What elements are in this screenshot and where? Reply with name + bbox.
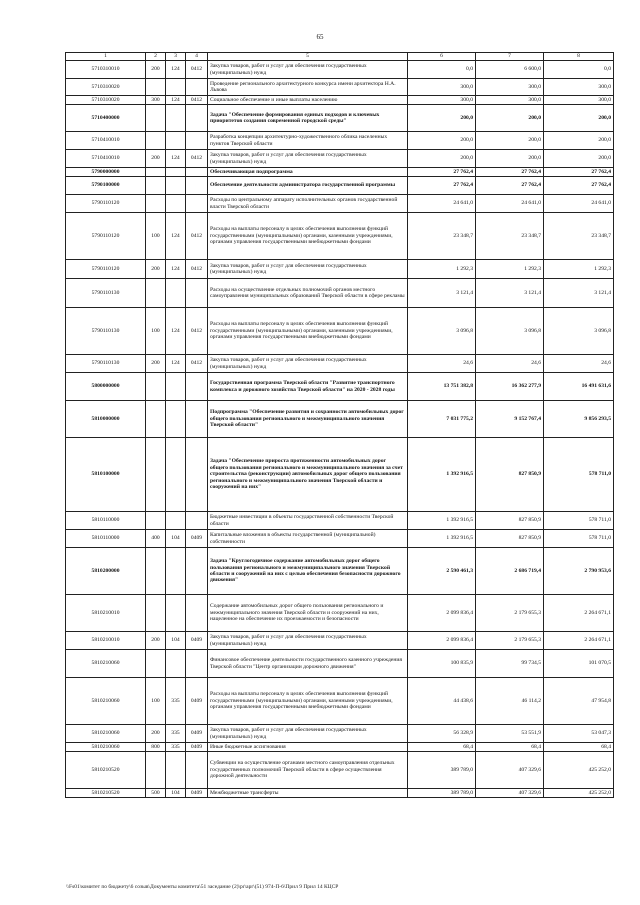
cell-value-year3: 9 856 293,5 [544, 401, 614, 438]
cell-value-year2: 24 641,0 [476, 195, 544, 213]
table-row [66, 512, 614, 530]
cell-value-year2: 2 686 719,4 [476, 548, 544, 595]
cell-department [166, 438, 186, 512]
cell-value-year3: 47 954,8 [544, 678, 614, 725]
cell-description: Обеспечение деятельности администратора государственной программы [208, 177, 408, 195]
cell-department [166, 401, 186, 438]
table-row [66, 177, 614, 195]
table-row [66, 150, 614, 168]
cell-description: Финансовое обеспечение деятельности государственного казенного учреждения Тверской области "Центр организации дорожного движения" [208, 650, 408, 678]
budget-table [65, 52, 614, 798]
cell-value-year1: 3 121,4 [408, 279, 476, 308]
cell-value-year3: 24,6 [544, 355, 614, 373]
cell-description: Иные бюджетные ассигнования [208, 743, 408, 752]
table-row [66, 61, 614, 79]
cell-code: 5790110130 [66, 355, 146, 373]
table-row [66, 752, 614, 789]
cell-department: 104 [166, 789, 186, 798]
cell-value-year2: 3 121,4 [476, 279, 544, 308]
cell-section: 0409 [186, 725, 208, 743]
cell-description: Закупка товаров, работ и услуг для обеспечения государственных (муниципальных) нужд [208, 725, 408, 743]
cell-value-year2: 2 179 655,3 [476, 595, 544, 632]
cell-value-year1: 200,0 [408, 132, 476, 150]
cell-expense-type [146, 650, 166, 678]
cell-value-year2: 827 850,9 [476, 530, 544, 548]
cell-value-year1: 2 099 836,4 [408, 595, 476, 632]
cell-code: 5810210060 [66, 678, 146, 725]
cell-value-year2: 24,6 [476, 355, 544, 373]
cell-department [166, 132, 186, 150]
cell-description: Подпрограмма "Обеспечение развития и сохранности автомобильных дорог общего пользования регионального и межмуниципального значения Тверской области" [208, 401, 408, 438]
cell-expense-type [146, 595, 166, 632]
cell-value-year1: 24 641,0 [408, 195, 476, 213]
cell-value-year2: 6 600,0 [476, 61, 544, 79]
cell-expense-type [146, 132, 166, 150]
column-number: 2 [146, 53, 166, 61]
cell-value-year1: 389 789,0 [408, 789, 476, 798]
cell-value-year1: 24,6 [408, 355, 476, 373]
cell-description: Обеспечивающая подпрограмма [208, 168, 408, 177]
table-row [66, 678, 614, 725]
cell-value-year2: 16 362 277,9 [476, 373, 544, 401]
cell-section [186, 438, 208, 512]
cell-value-year2: 23 348,7 [476, 213, 544, 260]
cell-value-year3: 2 264 671,1 [544, 595, 614, 632]
cell-section [186, 79, 208, 96]
cell-value-year1: 0,0 [408, 61, 476, 79]
cell-expense-type [146, 512, 166, 530]
cell-value-year3: 578 711,0 [544, 438, 614, 512]
cell-value-year2: 407 329,6 [476, 789, 544, 798]
cell-department [166, 105, 186, 132]
cell-description: Субвенции на осуществление органами местного самоуправления отдельных государственных полномочий Тверской области в сфере осуществления дорожной деятельности [208, 752, 408, 789]
page-number: 65 [316, 33, 324, 41]
cell-code: 5710400000 [66, 105, 146, 132]
cell-description: Проведение регионального архитектурного конкурса имени архитектора Н.А. Львова [208, 79, 408, 96]
cell-value-year1: 2 590 461,3 [408, 548, 476, 595]
cell-value-year1: 1 292,3 [408, 260, 476, 279]
table-row [66, 725, 614, 743]
cell-value-year3: 27 762,4 [544, 168, 614, 177]
table-row [66, 743, 614, 752]
cell-value-year2: 200,0 [476, 105, 544, 132]
table-row [66, 168, 614, 177]
cell-section [186, 595, 208, 632]
cell-value-year1: 3 096,8 [408, 308, 476, 355]
cell-expense-type: 200 [146, 355, 166, 373]
cell-department [166, 79, 186, 96]
cell-section: 0409 [186, 632, 208, 650]
cell-section [186, 279, 208, 308]
table-row [66, 632, 614, 650]
table-row [66, 308, 614, 355]
cell-value-year3: 425 252,0 [544, 789, 614, 798]
cell-value-year3: 2 264 671,1 [544, 632, 614, 650]
cell-expense-type: 100 [146, 678, 166, 725]
cell-department: 124 [166, 150, 186, 168]
cell-code: 5810200000 [66, 548, 146, 595]
cell-description: Расходы на выплаты персоналу в целях обеспечения выполнения функций государственными (муниципальными) органами, казенными учреждениями, органами управления государственными внебюджетными фондами [208, 213, 408, 260]
cell-expense-type: 200 [146, 61, 166, 79]
cell-code: 5810100000 [66, 438, 146, 512]
column-number: 6 [408, 53, 476, 61]
cell-section: 0409 [186, 743, 208, 752]
cell-section: 0412 [186, 96, 208, 105]
cell-code: 5790100000 [66, 177, 146, 195]
cell-section [186, 650, 208, 678]
table-row [66, 79, 614, 96]
cell-expense-type [146, 752, 166, 789]
cell-value-year3: 27 762,4 [544, 177, 614, 195]
cell-expense-type: 300 [146, 96, 166, 105]
cell-description: Капитальные вложения в объекты государственной (муниципальной) собственности [208, 530, 408, 548]
cell-code: 5790110130 [66, 279, 146, 308]
cell-value-year3: 200,0 [544, 105, 614, 132]
cell-description: Расходы на осуществление отдельных полномочий органов местного самоуправления муниципальных образований Тверской области в сфере рекламы [208, 279, 408, 308]
cell-expense-type: 400 [146, 530, 166, 548]
column-number: 4 [186, 53, 208, 61]
table-row [66, 105, 614, 132]
cell-department [166, 752, 186, 789]
cell-department [166, 595, 186, 632]
cell-department [166, 512, 186, 530]
table-row [66, 96, 614, 105]
table-row [66, 195, 614, 213]
cell-department: 104 [166, 530, 186, 548]
cell-value-year3: 0,0 [544, 61, 614, 79]
file-path-footer: \\Fs01\комитет по бюджету\6 созыв\Документы комитета\51 заседание (2)\pr\apr\(51) 974-П-6\Прил 9 Прил 14 КЦСР [66, 884, 339, 890]
table-row [66, 789, 614, 798]
cell-section: 0409 [186, 789, 208, 798]
column-number: 8 [544, 53, 614, 61]
cell-department [166, 548, 186, 595]
cell-department: 335 [166, 678, 186, 725]
table-row [66, 401, 614, 438]
cell-department: 124 [166, 308, 186, 355]
cell-section [186, 512, 208, 530]
cell-value-year2: 53 551,9 [476, 725, 544, 743]
cell-value-year2: 827 850,9 [476, 438, 544, 512]
cell-description: Задача "Обеспечение формирования единых подходов и ключевых приоритетов создания современной городской среды" [208, 105, 408, 132]
cell-department: 335 [166, 743, 186, 752]
cell-value-year3: 53 047,3 [544, 725, 614, 743]
cell-section: 0412 [186, 355, 208, 373]
cell-value-year3: 300,0 [544, 79, 614, 96]
cell-value-year3: 578 711,0 [544, 512, 614, 530]
cell-value-year2: 27 762,4 [476, 177, 544, 195]
cell-section: 0412 [186, 150, 208, 168]
cell-value-year2: 2 179 655,3 [476, 632, 544, 650]
cell-code: 5710310010 [66, 61, 146, 79]
cell-description: Закупка товаров, работ и услуг для обеспечения государственных (муниципальных) нужд [208, 355, 408, 373]
cell-value-year2: 27 762,4 [476, 168, 544, 177]
cell-expense-type [146, 195, 166, 213]
cell-value-year2: 300,0 [476, 79, 544, 96]
cell-value-year3: 68,4 [544, 743, 614, 752]
cell-value-year3: 200,0 [544, 150, 614, 168]
cell-code: 5800000000 [66, 373, 146, 401]
cell-code: 5810210060 [66, 743, 146, 752]
column-number-header [66, 53, 614, 61]
table-row [66, 213, 614, 260]
cell-expense-type [146, 548, 166, 595]
cell-section [186, 177, 208, 195]
cell-code: 5710310020 [66, 96, 146, 105]
cell-department [166, 195, 186, 213]
cell-description: Закупка товаров, работ и услуг для обеспечения государственных (муниципальных) нужд [208, 260, 408, 279]
cell-section: 0412 [186, 61, 208, 79]
cell-value-year2: 46 114,2 [476, 678, 544, 725]
cell-description: Закупка товаров, работ и услуг для обеспечения государственных (муниципальных) нужд [208, 150, 408, 168]
cell-description: Расходы по центральному аппарату исполнительных органов государственной власти Тверской области [208, 195, 408, 213]
cell-code: 5710410010 [66, 132, 146, 150]
cell-value-year1: 44 438,6 [408, 678, 476, 725]
cell-value-year3: 1 292,3 [544, 260, 614, 279]
cell-code: 5790110120 [66, 260, 146, 279]
cell-expense-type [146, 438, 166, 512]
cell-section: 0412 [186, 213, 208, 260]
cell-expense-type: 200 [146, 260, 166, 279]
cell-description: Государственная программа Тверской области "Развитие транспортного комплекса и дорожного хозяйства Тверской области" на 2020 - 2028 годы [208, 373, 408, 401]
cell-code: 5810210010 [66, 632, 146, 650]
cell-department: 104 [166, 632, 186, 650]
cell-department [166, 177, 186, 195]
cell-description: Задача "Круглогодичное содержание автомобильных дорог общего пользования регионального и межмуниципального значения Тверской области и сооружений на них с целью обеспечения безопасности дорожного движения" [208, 548, 408, 595]
cell-value-year3: 3 121,4 [544, 279, 614, 308]
cell-expense-type [146, 105, 166, 132]
table-row [66, 355, 614, 373]
cell-department: 124 [166, 213, 186, 260]
cell-department: 124 [166, 96, 186, 105]
table-row [66, 373, 614, 401]
cell-value-year1: 7 031 775,2 [408, 401, 476, 438]
cell-value-year2: 1 292,3 [476, 260, 544, 279]
column-number: 3 [166, 53, 186, 61]
cell-code: 5710410010 [66, 150, 146, 168]
cell-value-year3: 578 711,0 [544, 530, 614, 548]
table-row [66, 650, 614, 678]
cell-department: 124 [166, 260, 186, 279]
cell-section: 0409 [186, 530, 208, 548]
cell-value-year2: 300,0 [476, 96, 544, 105]
cell-expense-type [146, 79, 166, 96]
cell-value-year1: 23 348,7 [408, 213, 476, 260]
cell-section: 0412 [186, 260, 208, 279]
cell-value-year1: 68,4 [408, 743, 476, 752]
cell-code: 5710310020 [66, 79, 146, 96]
cell-value-year1: 56 328,9 [408, 725, 476, 743]
cell-value-year2: 200,0 [476, 132, 544, 150]
cell-value-year1: 200,0 [408, 105, 476, 132]
cell-value-year2: 200,0 [476, 150, 544, 168]
column-number: 7 [476, 53, 544, 61]
cell-expense-type: 100 [146, 308, 166, 355]
cell-code: 5790110130 [66, 308, 146, 355]
cell-department [166, 168, 186, 177]
cell-value-year1: 2 099 836,4 [408, 632, 476, 650]
cell-value-year1: 300,0 [408, 96, 476, 105]
cell-value-year3: 200,0 [544, 132, 614, 150]
cell-code: 5790110120 [66, 195, 146, 213]
cell-value-year2: 99 734,5 [476, 650, 544, 678]
cell-description: Содержание автомобильных дорог общего пользования регионального и межмуниципального значения Тверской области и сооружений на них, нацеленное на обеспечение их проезжаемости и безопасности [208, 595, 408, 632]
cell-code: 5810210520 [66, 789, 146, 798]
cell-value-year1: 200,0 [408, 150, 476, 168]
cell-expense-type: 200 [146, 725, 166, 743]
table-row [66, 548, 614, 595]
cell-section [186, 401, 208, 438]
cell-section [186, 195, 208, 213]
cell-value-year1: 1 392 916,5 [408, 438, 476, 512]
cell-value-year3: 23 348,7 [544, 213, 614, 260]
cell-code: 5790000000 [66, 168, 146, 177]
cell-code: 5810210060 [66, 650, 146, 678]
cell-value-year3: 101 070,5 [544, 650, 614, 678]
cell-expense-type: 500 [146, 789, 166, 798]
cell-expense-type: 200 [146, 632, 166, 650]
cell-value-year1: 1 392 916,5 [408, 512, 476, 530]
cell-expense-type: 800 [146, 743, 166, 752]
cell-value-year3: 2 790 953,6 [544, 548, 614, 595]
cell-expense-type: 200 [146, 150, 166, 168]
cell-code: 5810210520 [66, 752, 146, 789]
cell-section [186, 548, 208, 595]
cell-value-year3: 24 641,0 [544, 195, 614, 213]
cell-expense-type [146, 177, 166, 195]
cell-value-year1: 100 835,9 [408, 650, 476, 678]
table-row [66, 260, 614, 279]
cell-department: 124 [166, 61, 186, 79]
cell-description: Закупка товаров, работ и услуг для обеспечения государственных (муниципальных) нужд [208, 61, 408, 79]
table-row [66, 279, 614, 308]
cell-description: Разработка концепции архитектурно-художественного облика населенных пунктов Тверской области [208, 132, 408, 150]
column-number: 1 [66, 53, 146, 61]
column-number: 5 [208, 53, 408, 61]
cell-description: Задача "Обеспечение прироста протяженности автомобильных дорог общего пользования регионального и межмуниципального значения за счет строительства (реконструкции) автомобильных дорог общего пользования регионального и межмуниципального значения Тверской области и сооружений на них" [208, 438, 408, 512]
cell-value-year1: 389 789,0 [408, 752, 476, 789]
cell-section [186, 752, 208, 789]
cell-section: 0409 [186, 678, 208, 725]
cell-section: 0412 [186, 308, 208, 355]
table-row [66, 530, 614, 548]
cell-value-year2: 68,4 [476, 743, 544, 752]
cell-value-year3: 3 096,8 [544, 308, 614, 355]
cell-department [166, 650, 186, 678]
cell-expense-type [146, 373, 166, 401]
cell-description: Межбюджетные трансферты [208, 789, 408, 798]
table-row [66, 132, 614, 150]
cell-department [166, 279, 186, 308]
cell-department: 335 [166, 725, 186, 743]
cell-section [186, 168, 208, 177]
cell-value-year2: 3 096,8 [476, 308, 544, 355]
cell-section [186, 373, 208, 401]
cell-department [166, 373, 186, 401]
cell-description: Расходы на выплаты персоналу в целях обеспечения выполнения функций государственными (муниципальными) органами, казенными учреждениями, органами управления государственными внебюджетными фондами [208, 678, 408, 725]
cell-expense-type [146, 279, 166, 308]
cell-value-year2: 9 152 767,4 [476, 401, 544, 438]
cell-code: 5810210010 [66, 595, 146, 632]
cell-code: 5810000000 [66, 401, 146, 438]
table-row [66, 438, 614, 512]
cell-expense-type [146, 401, 166, 438]
cell-value-year3: 425 252,0 [544, 752, 614, 789]
cell-description: Закупка товаров, работ и услуг для обеспечения государственных (муниципальных) нужд [208, 632, 408, 650]
cell-expense-type: 100 [146, 213, 166, 260]
cell-value-year2: 827 850,9 [476, 512, 544, 530]
cell-value-year3: 16 491 631,6 [544, 373, 614, 401]
cell-department: 124 [166, 355, 186, 373]
cell-code: 5790110120 [66, 213, 146, 260]
cell-section [186, 132, 208, 150]
cell-value-year1: 300,0 [408, 79, 476, 96]
cell-description: Расходы на выплаты персоналу в целях обеспечения выполнения функций государственными (муниципальными) органами, казенными учреждениями, органами управления государственными внебюджетными фондами [208, 308, 408, 355]
cell-code: 5810210060 [66, 725, 146, 743]
cell-expense-type [146, 168, 166, 177]
cell-code: 5810110000 [66, 530, 146, 548]
table-row [66, 595, 614, 632]
cell-code: 5810110000 [66, 512, 146, 530]
cell-value-year1: 27 762,4 [408, 177, 476, 195]
cell-value-year1: 1 392 916,5 [408, 530, 476, 548]
cell-value-year3: 300,0 [544, 96, 614, 105]
cell-value-year1: 13 751 382,8 [408, 373, 476, 401]
cell-description: Бюджетные инвестиции в объекты государственной собственности Тверской области [208, 512, 408, 530]
cell-value-year2: 407 329,6 [476, 752, 544, 789]
cell-description: Социальное обеспечение и иные выплаты населению [208, 96, 408, 105]
cell-section [186, 105, 208, 132]
cell-value-year1: 27 762,4 [408, 168, 476, 177]
